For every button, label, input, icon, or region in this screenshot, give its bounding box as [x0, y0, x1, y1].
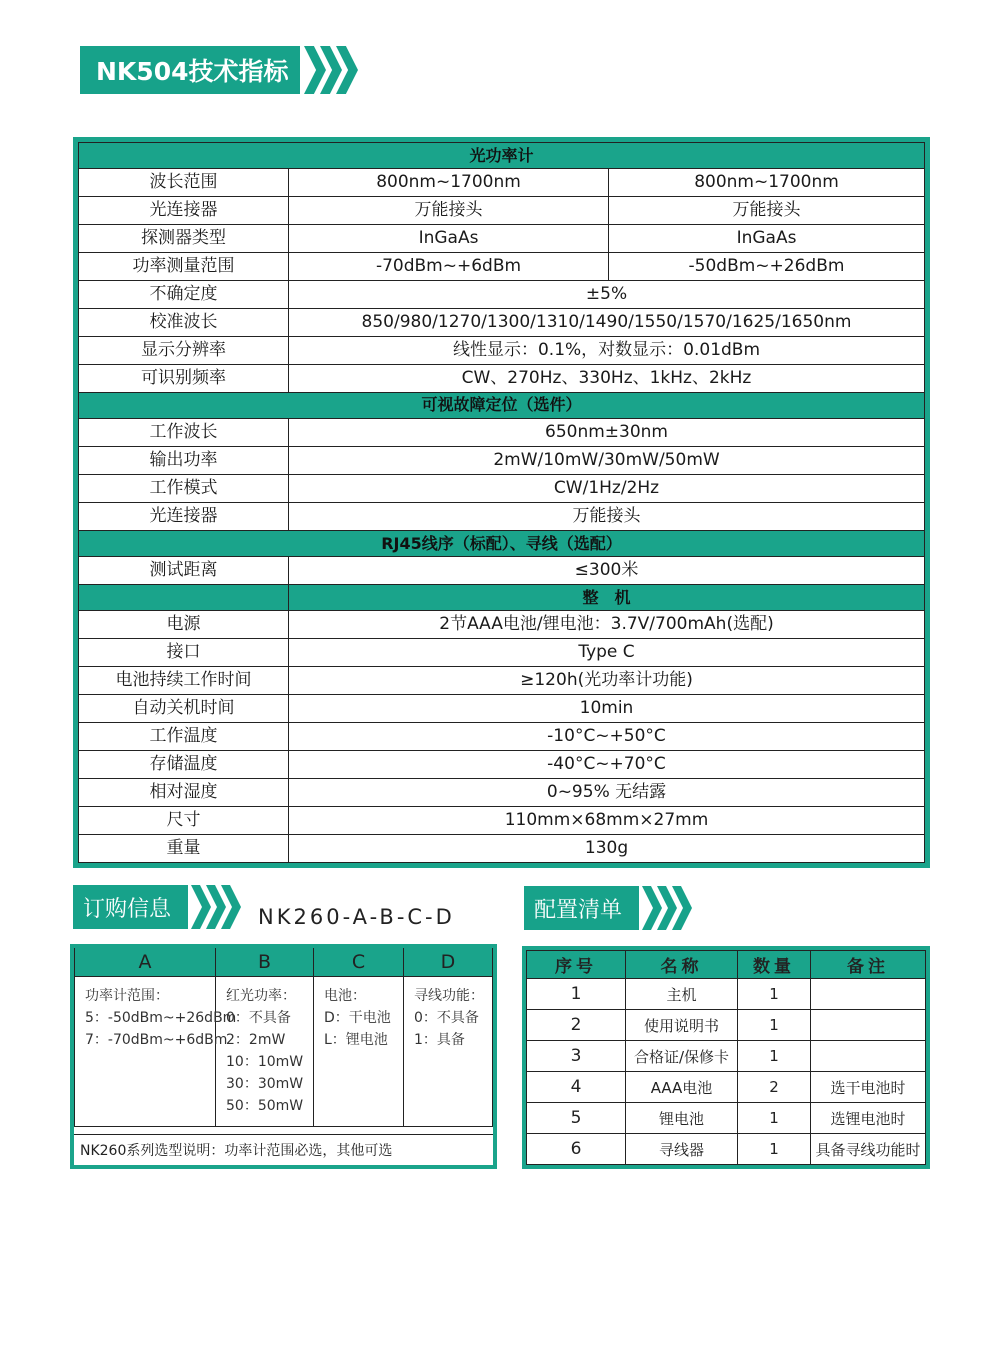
order-option: 功率计范围：: [85, 988, 169, 1004]
config-cell: [811, 979, 926, 1010]
config-row: [527, 1134, 926, 1165]
config-col-header: 数量: [738, 951, 811, 979]
spec-value: 850/980/1270/1300/1310/1490/1550/1570/1625/1650nm: [289, 308, 925, 336]
order-option: 7：-70dBm~+6dBm: [85, 1032, 228, 1048]
spec-row: [79, 281, 925, 309]
spec-row: [79, 474, 925, 502]
chevron-right-icon: [191, 885, 241, 929]
config-title: 配置清单: [524, 886, 639, 930]
config-cell: [811, 1010, 926, 1041]
config-cell: 锂电池: [626, 1103, 738, 1134]
spec-value: 650nm±30nm: [289, 419, 925, 447]
section-header-specs: [80, 46, 358, 94]
spec-value: InGaAs: [609, 225, 925, 253]
config-cell: 主机: [626, 979, 738, 1010]
chevron-right-icon: [304, 46, 358, 94]
config-cell: 1: [738, 1134, 811, 1165]
order-option: 50：50mW: [226, 1098, 304, 1114]
spec-value: 0~95% 无结露: [289, 779, 925, 807]
spec-value: -10°C~+50°C: [289, 723, 925, 751]
config-row: [527, 1010, 926, 1041]
config-cell: AAA电池: [626, 1072, 738, 1103]
spec-value: 130g: [289, 834, 925, 862]
config-cell: 1: [738, 1041, 811, 1072]
spec-row: [79, 723, 925, 751]
spec-label: 电池持续工作时间: [79, 667, 289, 695]
spec-row: [79, 308, 925, 336]
config-col-header: 备注: [811, 951, 926, 979]
spec-row: [79, 336, 925, 364]
order-option: 红光功率：: [226, 988, 296, 1004]
config-table-frame: [522, 946, 930, 1169]
config-cell: 1: [738, 979, 811, 1010]
spec-value: ≥120h(光功率计功能): [289, 667, 925, 695]
config-cell: 寻线器: [626, 1134, 738, 1165]
spec-section-title: 整 机: [289, 585, 925, 611]
spec-section-row: [79, 392, 925, 418]
spec-label: 尺寸: [79, 806, 289, 834]
spec-value: 10min: [289, 695, 925, 723]
config-col-header: 序号: [527, 951, 626, 979]
spec-label: 波长范围: [79, 169, 289, 197]
order-option: 0：不具备: [414, 1010, 479, 1026]
spec-value: 线性显示：0.1%，对数显示：0.01dBm: [289, 336, 925, 364]
spec-row: [79, 419, 925, 447]
spec-section-blank: [79, 585, 289, 611]
order-table-frame: [70, 944, 497, 1169]
spec-label: 接口: [79, 639, 289, 667]
spec-value: ±5%: [289, 281, 925, 309]
spec-row: [79, 834, 925, 862]
spec-label: 探测器类型: [79, 225, 289, 253]
order-col-header: A: [75, 948, 216, 977]
spec-row: [79, 169, 925, 197]
spec-row: [79, 447, 925, 475]
config-cell: 2: [738, 1072, 811, 1103]
spec-table-frame: [73, 137, 930, 868]
spec-value: ≤300米: [289, 557, 925, 585]
order-col-header: C: [314, 948, 404, 977]
spec-section-title: RJ45线序（标配）、寻线（选配）: [79, 530, 925, 556]
spec-value: 800nm~1700nm: [289, 169, 609, 197]
spec-label: 光连接器: [79, 197, 289, 225]
spec-value: CW、270Hz、330Hz、1kHz、2kHz: [289, 364, 925, 392]
spec-row: [79, 667, 925, 695]
spec-table: [78, 142, 925, 863]
spec-value: InGaAs: [289, 225, 609, 253]
spec-label: 显示分辨率: [79, 336, 289, 364]
order-col-cell: [75, 977, 237, 1127]
section-title: NK504技术指标: [80, 46, 300, 94]
spec-label: 可识别频率: [79, 364, 289, 392]
config-cell: 合格证/保修卡: [626, 1041, 738, 1072]
spec-label: 功率测量范围: [79, 253, 289, 281]
config-col-header: 名称: [626, 951, 738, 979]
chevron-right-icon: [642, 886, 692, 930]
order-table: [74, 948, 493, 1127]
config-cell: 1: [527, 979, 626, 1010]
spec-value: -40°C~+70°C: [289, 751, 925, 779]
config-row: [527, 1072, 926, 1103]
config-cell: [811, 1041, 926, 1072]
spec-section-row: [79, 530, 925, 556]
spec-value: 110mm×68mm×27mm: [289, 806, 925, 834]
spec-label: 不确定度: [79, 281, 289, 309]
config-cell: 具备寻线功能时: [811, 1134, 926, 1165]
spec-row: [79, 751, 925, 779]
spec-label: 存储温度: [79, 751, 289, 779]
spec-label: 工作波长: [79, 419, 289, 447]
order-note: NK260系列选型说明：功率计范围必选，其他可选: [74, 1134, 493, 1165]
order-col-cell: [216, 977, 314, 1127]
config-cell: 4: [527, 1072, 626, 1103]
spec-value: 2mW/10mW/30mW/50mW: [289, 447, 925, 475]
spec-row: [79, 364, 925, 392]
config-cell: 选干电池时: [811, 1072, 926, 1103]
order-option: L：锂电池: [324, 1032, 388, 1048]
config-cell: 选锂电池时: [811, 1103, 926, 1134]
order-code: NK260-A-B-C-D: [258, 905, 455, 929]
spec-row: [79, 197, 925, 225]
config-row: [527, 979, 926, 1010]
spec-row: [79, 557, 925, 585]
spec-value: 800nm~1700nm: [609, 169, 925, 197]
config-row: [527, 1041, 926, 1072]
spec-value: 万能接头: [609, 197, 925, 225]
section-header-config: [524, 886, 692, 930]
spec-label: 工作模式: [79, 474, 289, 502]
spec-label: 电源: [79, 611, 289, 639]
spec-label: 光连接器: [79, 502, 289, 530]
spec-label: 自动关机时间: [79, 695, 289, 723]
order-col-header: B: [216, 948, 314, 977]
spec-value: -50dBm~+26dBm: [609, 253, 925, 281]
spec-row: [79, 806, 925, 834]
config-cell: 1: [738, 1010, 811, 1041]
spec-value: 2节AAA电池/锂电池：3.7V/700mAh(选配): [289, 611, 925, 639]
order-option: 2：2mW: [226, 1032, 286, 1048]
spec-value: CW/1Hz/2Hz: [289, 474, 925, 502]
config-cell: 3: [527, 1041, 626, 1072]
spec-row: [79, 611, 925, 639]
order-title: 订购信息: [73, 885, 188, 929]
spec-value: 万能接头: [289, 502, 925, 530]
order-col-header: D: [404, 948, 493, 977]
config-table: [526, 950, 926, 1165]
spec-label: 校准波长: [79, 308, 289, 336]
section-header-order: [73, 885, 241, 929]
spec-row: [79, 779, 925, 807]
spec-row: [79, 695, 925, 723]
spec-section-row: [79, 143, 925, 169]
spec-label: 测试距离: [79, 557, 289, 585]
spec-row: [79, 639, 925, 667]
spec-section-title: 可视故障定位（选件）: [79, 392, 925, 418]
spec-label: 工作温度: [79, 723, 289, 751]
spec-value: Type C: [289, 639, 925, 667]
config-cell: 5: [527, 1103, 626, 1134]
spec-value: -70dBm~+6dBm: [289, 253, 609, 281]
spec-section-row: [79, 585, 925, 611]
order-option: 寻线功能：: [414, 988, 484, 1004]
config-row: [527, 1103, 926, 1134]
spec-row: [79, 502, 925, 530]
order-option: 5：-50dBm~+26dBm: [85, 1010, 237, 1026]
order-option: 电池：: [324, 988, 366, 1004]
config-cell: 2: [527, 1010, 626, 1041]
order-col-cell: [404, 977, 493, 1127]
spec-label: 重量: [79, 834, 289, 862]
spec-label: 相对湿度: [79, 779, 289, 807]
config-cell: 1: [738, 1103, 811, 1134]
order-option: D：干电池: [324, 1010, 391, 1026]
order-col-cell: [314, 977, 404, 1127]
spec-row: [79, 225, 925, 253]
config-cell: 使用说明书: [626, 1010, 738, 1041]
order-option: 0：不具备: [226, 1010, 291, 1026]
order-option: 1：具备: [414, 1032, 465, 1048]
spec-row: [79, 253, 925, 281]
order-option: 10：10mW: [226, 1054, 304, 1070]
spec-label: 输出功率: [79, 447, 289, 475]
spec-section-title: 光功率计: [79, 143, 925, 169]
order-option: 30：30mW: [226, 1076, 304, 1092]
spec-value: 万能接头: [289, 197, 609, 225]
config-cell: 6: [527, 1134, 626, 1165]
